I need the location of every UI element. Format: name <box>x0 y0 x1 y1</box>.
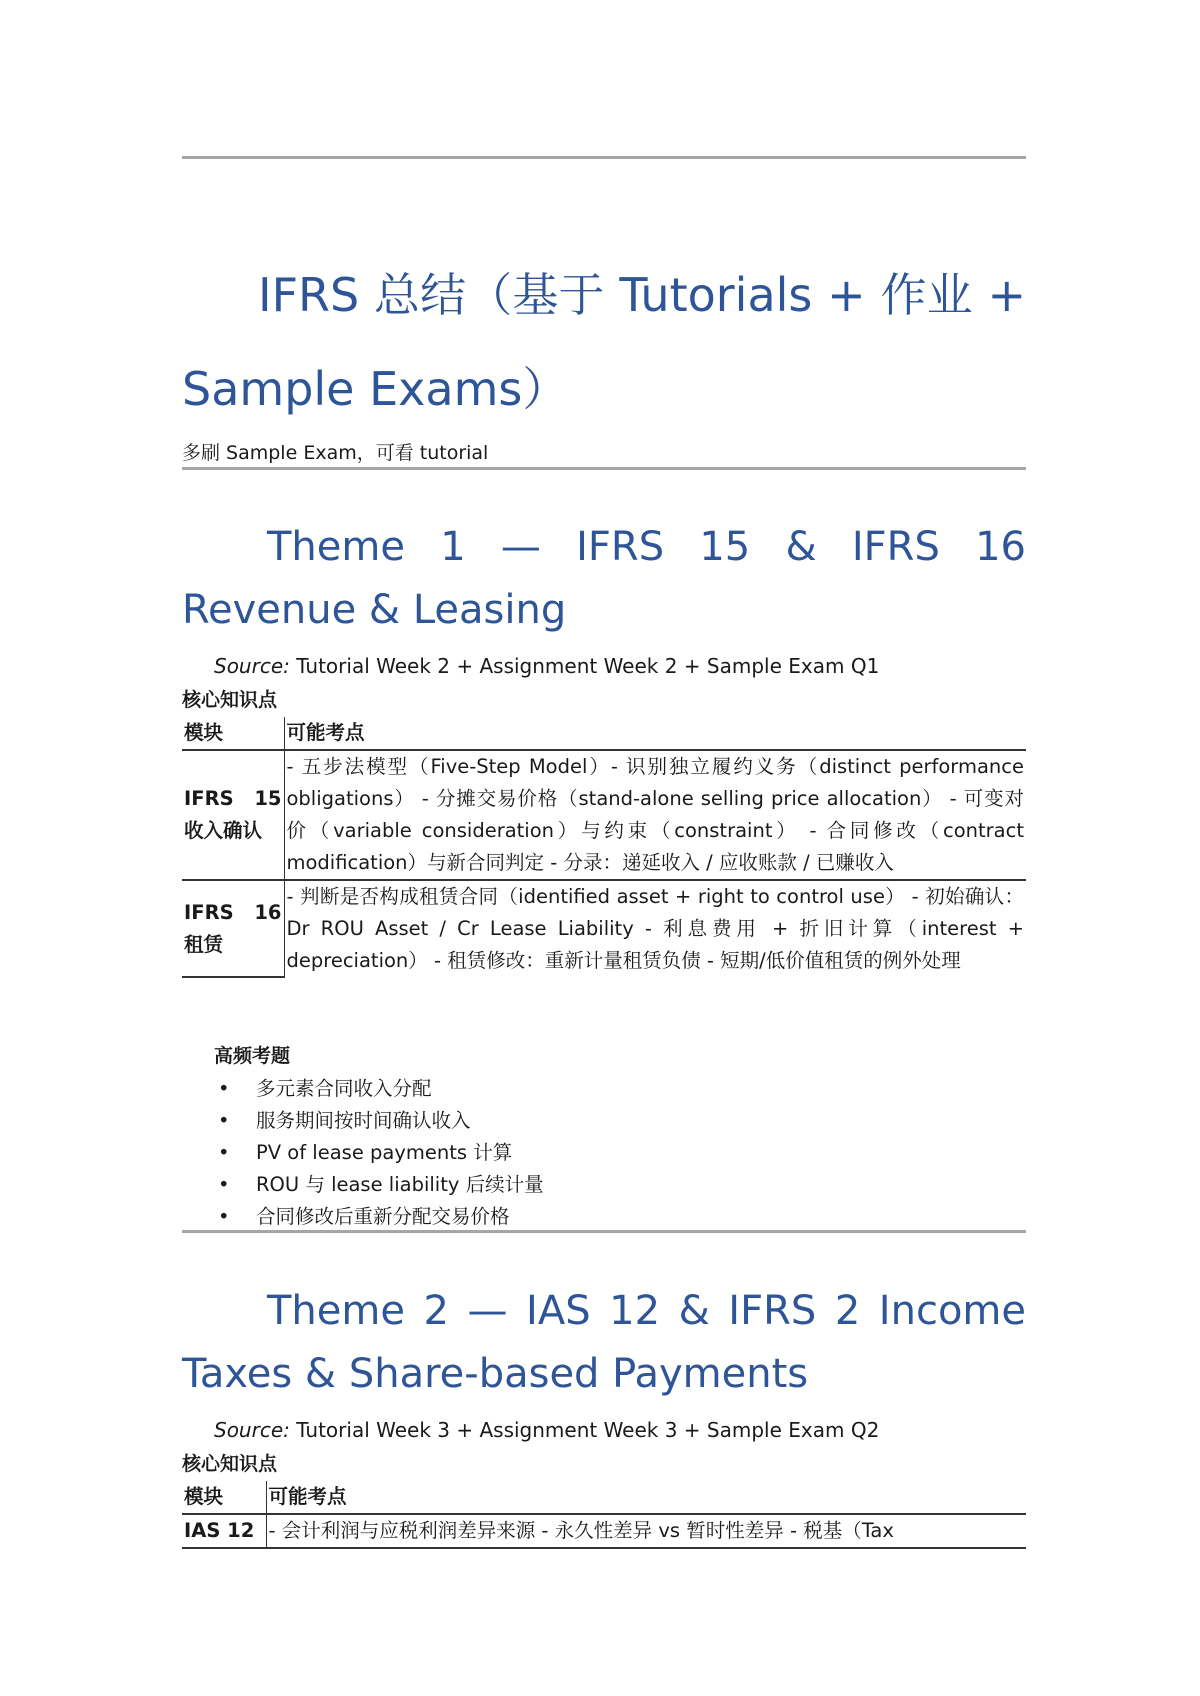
source-label: Source: <box>214 654 290 678</box>
theme-2-heading: Theme 2 — IAS 12 & IFRS 2 Income Taxes & Share-based Payments <box>182 1288 1026 1397</box>
list-item: • 合同修改后重新分配交易价格 <box>214 1201 544 1233</box>
list-item: • PV of lease payments 计算 <box>214 1137 544 1169</box>
bullet-icon: • <box>218 1173 230 1196</box>
theme-1-core-label: 核心知识点 <box>182 689 278 711</box>
bullet-icon: • <box>218 1109 230 1132</box>
theme-2-source <box>214 1416 879 1444</box>
source-label: Source: <box>214 1418 290 1442</box>
source-text: Tutorial Week 3 + Assignment Week 3 + Sample Exam Q2 <box>289 1418 880 1442</box>
study-note: 多刷 Sample Exam，可看 tutorial <box>182 442 489 464</box>
theme-1-table <box>182 717 1026 978</box>
module-cell: IAS 12 <box>182 1514 266 1548</box>
top-divider <box>182 156 1026 159</box>
divider <box>182 467 1026 470</box>
points-cell: - 会计利润与应税利润差异来源 - 永久性差异 vs 暂时性差异 - 税基（Tax <box>266 1514 1026 1548</box>
column-header-module: 模块 <box>182 1481 266 1514</box>
table-row <box>182 750 1026 880</box>
theme-2-core-label: 核心知识点 <box>182 1453 278 1475</box>
high-frequency-list <box>214 1073 544 1233</box>
source-text: Tutorial Week 2 + Assignment Week 2 + Sample Exam Q1 <box>289 654 880 678</box>
points-cell: - 判断是否构成租赁合同（identified asset + right to control use） - 初始确认：Dr ROU Asset / Cr Lease Liability - 利息费用 + 折旧计算（interest + depreciation） - 租赁修改：重新计量租赁负债 - 短期/低价值租赁的例外处理 <box>284 880 1026 977</box>
list-item: • 多元素合同收入分配 <box>214 1073 544 1105</box>
table-row <box>182 1514 1026 1548</box>
module-cell: IFRS 15 收入确认 <box>182 750 284 880</box>
list-item: • ROU 与 lease liability 后续计量 <box>214 1169 544 1201</box>
list-item: • 服务期间按时间确认收入 <box>214 1105 544 1137</box>
module-cell: IFRS 16 租赁 <box>182 880 284 977</box>
column-header-module: 模块 <box>182 717 284 750</box>
theme-1-heading: Theme 1 — IFRS 15 & IFRS 16 Revenue & Leasing <box>182 524 1026 633</box>
table-row <box>182 880 1026 977</box>
bullet-icon: • <box>218 1205 230 1228</box>
bullet-icon: • <box>218 1141 230 1164</box>
high-frequency-label: 高频考题 <box>214 1045 291 1067</box>
column-header-points: 可能考点 <box>266 1481 1026 1514</box>
theme-1-source <box>214 652 879 680</box>
points-cell: - 五步法模型（Five-Step Model）- 识别独立履约义务（distinct performance obligations） - 分摊交易价格（stand-alone selling price allocation） - 可变对价（variable consideration）与约束（constraint） - 合同修改（contract modification）与新合同判定 - 分录：递延收入 / 应收账款 / 已赚收入 <box>284 750 1026 880</box>
document-title: IFRS 总结（基于 Tutorials + 作业 + Sample Exams） <box>182 268 1026 416</box>
divider <box>182 1230 1026 1233</box>
column-header-points: 可能考点 <box>284 717 1026 750</box>
theme-2-table <box>182 1481 1026 1549</box>
bullet-icon: • <box>218 1077 230 1100</box>
